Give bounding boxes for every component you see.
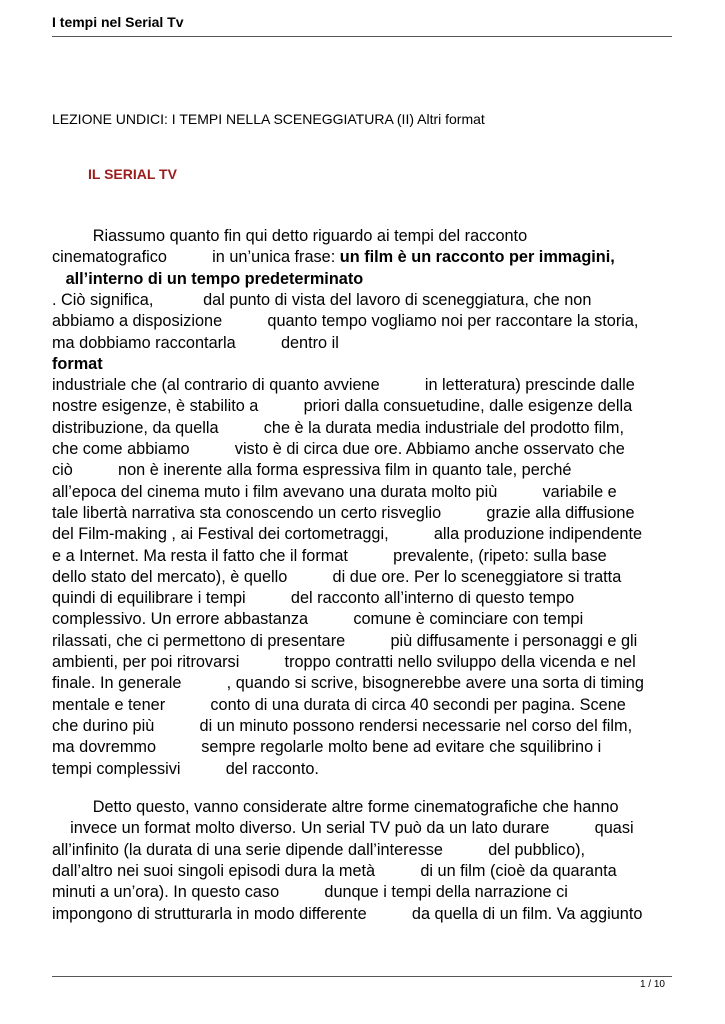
paragraph-line [52,673,644,694]
paragraph-line [52,759,319,780]
line-text: impongono di strutturarla in modo differente da quella di un film. Va aggiunto [52,904,643,923]
line-text: abbiamo a disposizione quanto tempo vogliamo noi per raccontare la storia, [52,312,639,331]
paragraph-line [52,904,642,925]
line-text: finale. In generale , quando si scrive, bisognerebbe avere una sorta di timing [52,674,644,693]
line-text: che come abbiamo visto è di circa due ore. Abbiamo anche osservato che [52,440,625,458]
line-text: ma dovremmo sempre regolarle molto bene ad evitare che squilibrino i [52,738,602,757]
line-text: minuti a un’ora). In questo caso dunque i tempi della narrazione ci [52,883,568,902]
paragraph-line [52,588,574,609]
line-text: . Ciò significa, dal punto di vista del lavoro di sceneggiatura, che non [52,290,592,309]
line-text: complessivo. Un errore abbastanza comune è cominciare con tempi [52,610,584,629]
line-bold-text: un film è un racconto per immagini, [339,248,615,267]
paragraph-line [52,311,638,332]
paragraph-line [52,396,632,417]
paragraph-line [52,652,636,673]
line-text: ambienti, per poi ritrovarsi troppo contratti nello sviluppo della vicenda e nel [52,653,636,671]
paragraph-line [52,737,601,758]
paragraph-line [52,418,624,439]
paragraph-line [52,460,571,481]
line-text: dall’altro nei suoi singoli episodi dura la metà di un film (cioè da quaranta [52,861,617,880]
paragraph-line [52,797,619,818]
paragraph-line [52,375,635,396]
line-text: rilassati, che ci permettono di presentare più diffusamente i personaggi e gli [52,631,638,650]
paragraph-line [52,290,591,311]
footer-divider [52,976,672,977]
line-text: del Film-making , ai Festival dei cortometraggi, alla produzione indipendente [52,525,643,544]
paragraph-line [52,631,637,652]
paragraph-line [52,609,583,630]
paragraph-line [52,840,585,861]
section-title: IL SERIAL TV [88,166,177,182]
line-text: distribuzione, da quella che è la durata media industriale del prodotto film, [52,418,624,437]
line-text: e a Internet. Ma resta il fatto che il format prevalente, (ripeto: sulla base [52,546,607,565]
paragraph-line [52,354,103,375]
paragraph-line [52,503,635,524]
line-text: ma dobbiamo raccontarla dentro il [52,333,339,352]
paragraph-line [52,269,363,290]
paragraph-line [52,818,634,839]
paragraph-line [52,716,632,737]
line-bold-text: format [52,354,103,373]
line-text: dello stato del mercato), è quello di due ore. Per lo sceneggiatore si tratta [52,567,622,586]
line-text: tale libertà narrativa sta conoscendo un certo risveglio grazie alla diffusione [52,503,635,522]
page-number: 1 / 10 [639,979,665,990]
paragraph-line [52,247,615,268]
paragraph-line [52,333,339,354]
header-divider [52,36,672,37]
line-text: cinematografico in un’unica frase: [52,248,340,267]
line-text: industriale che (al contrario di quanto avviene in letteratura) prescinde dalle [52,376,635,395]
line-text: Riassumo quanto fin qui detto riguardo ai tempi del racconto [52,227,528,245]
paragraph-line [52,695,626,716]
line-text: all’epoca del cinema muto i film avevano una durata molto più variabile e [52,482,617,501]
line-text: che durino più di un minuto possono rendersi necessarie nel corso del film, [52,716,633,735]
line-text: tempi complessivi del racconto. [52,759,319,778]
line-text: quindi di equilibrare i tempi del racconto all’interno di questo tempo [52,589,575,608]
line-text: invece un format molto diverso. Un serial TV può da un lato durare quasi [52,819,634,838]
paragraph-line [52,482,617,503]
line-text: nostre esigenze, è stabilito a priori dalla consuetudine, dalle esigenze della [52,397,633,416]
line-text: mentale e tener conto di una durata di circa 40 secondi per pagina. Scene [52,695,626,714]
paragraph-line [52,439,625,460]
header-title: I tempi nel Serial Tv [52,14,184,30]
paragraph-line [52,226,527,247]
paragraph-line [52,567,621,588]
line-text: all’infinito (la durata di una serie dipende dall’interesse del pubblico), [52,840,586,859]
lesson-title: LEZIONE UNDICI: I TEMPI NELLA SCENEGGIATURA (II) Altri format [52,111,485,127]
paragraph-line [52,882,568,903]
line-text: Detto questo, vanno considerate altre forme cinematografiche che hanno [52,798,619,816]
paragraph-line [52,546,607,567]
paragraph-line [52,524,642,545]
paragraph-line [52,861,617,882]
line-bold-text: all’interno di un tempo predeterminato [52,269,364,288]
line-text: ciò non è inerente alla forma espressiva film in quanto tale, perché [52,461,572,480]
